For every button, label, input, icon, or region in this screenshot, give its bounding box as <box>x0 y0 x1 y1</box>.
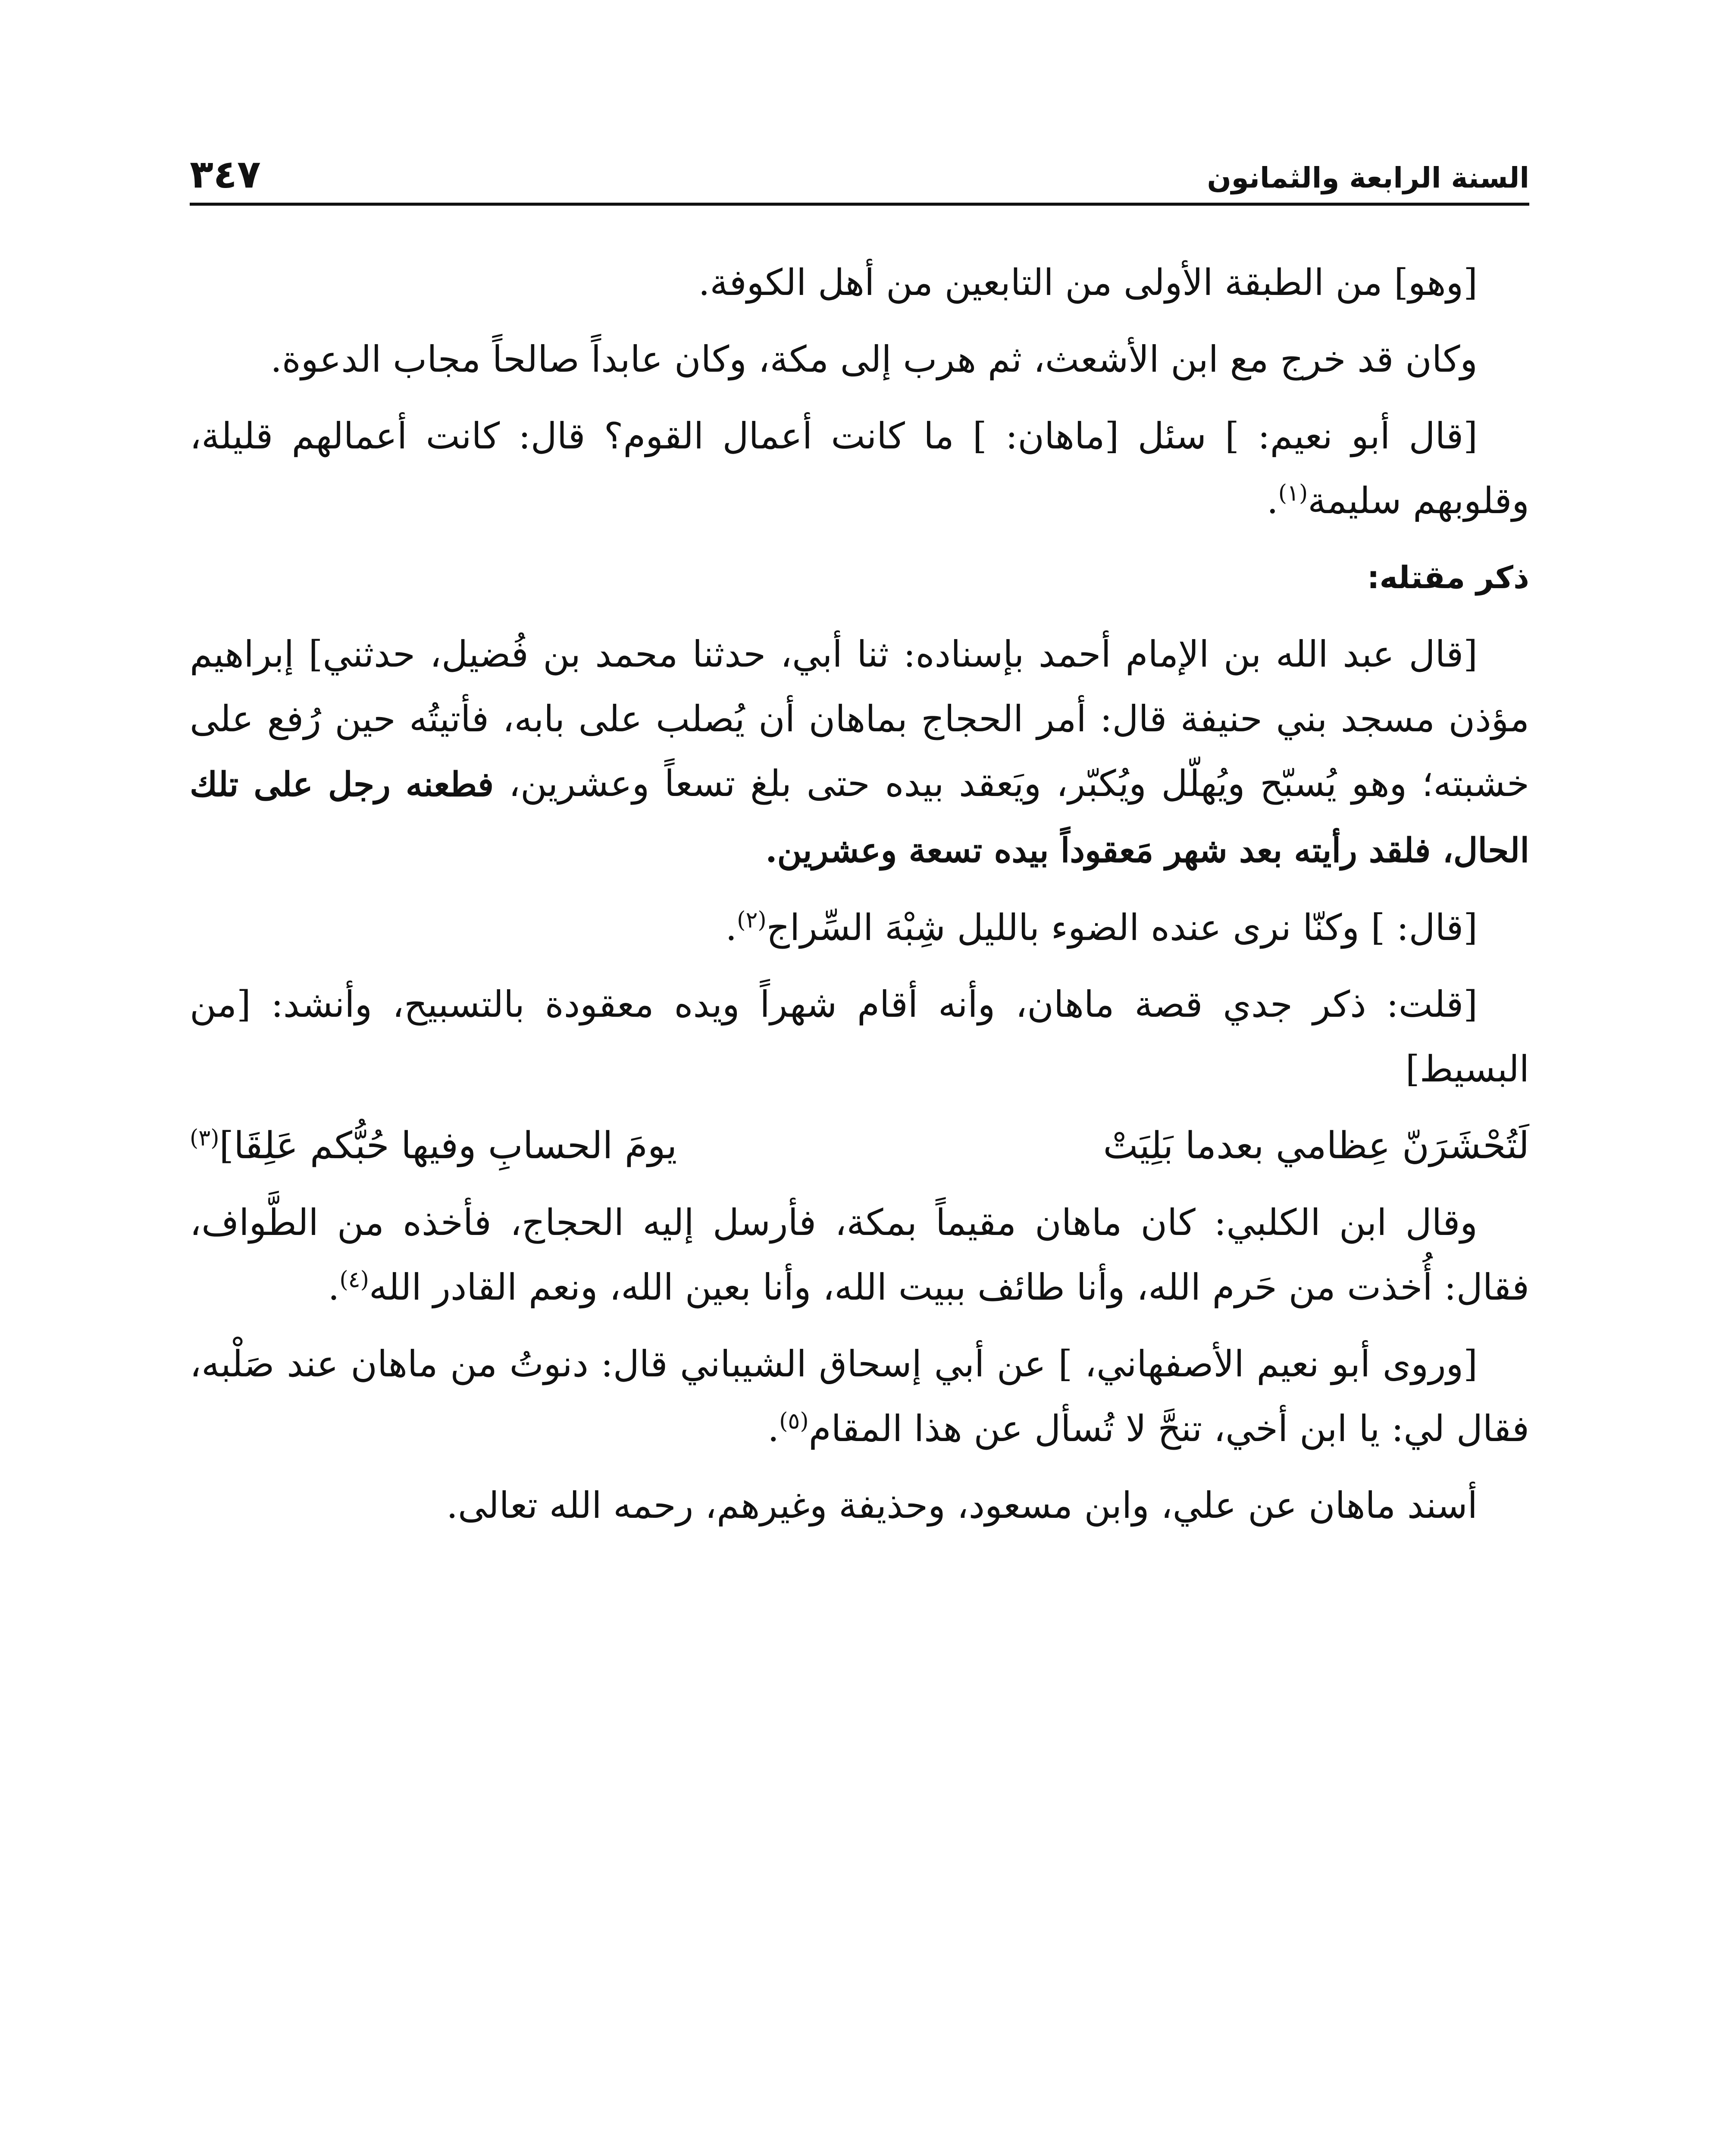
verse-first-hemistich: لَتُحْشَرَنّ عِظامي بعدما بَلِيَتْ <box>1103 1124 1529 1167</box>
paragraph-tabaqa: [وهو] من الطبقة الأولى من التابعين من أهل الكوفة. <box>698 261 1478 304</box>
paragraph-text: [وروى أبو نعيم الأصفهاني، ] عن أبي إسحاق الشيباني قال: دنوتُ من ماهان عند صَلْبه، فقال لي: يا ابن أخي، تنحَّ لا تُسأل عن هذا المقام <box>190 1343 1529 1450</box>
footnote-ref-1: (١) <box>1278 480 1308 506</box>
page-number: ٣٤٧ <box>190 152 261 197</box>
paragraph-text: وقال ابن الكلبي: كان ماهان مقيماً بمكة، فأرسل إليه الحجاج، فأخذه من الطَّواف، فقال: أُخذت من حَرم الله، وأنا طائف ببيت الله، وأنا بعين الله، ونعم القادر الله <box>190 1201 1529 1308</box>
paragraph-ibn-al-ashath: وكان قد خرج مع ابن الأشعث، ثم هرب إلى مكة، وكان عابداً صالحاً مجاب الدعوة. <box>270 338 1478 380</box>
verse-text: يومَ الحسابِ وفيها حُبُّكم عَلِقَا] <box>219 1124 677 1167</box>
poetry-verse <box>190 1113 1529 1178</box>
paragraph-abu-nuaim <box>190 404 1529 533</box>
paragraph-grandfather: [قلت: ذكر جدي قصة ماهان، وأنه أقام شهراً ويده معقودة بالتسبيح، وأنشد: [من البسيط] <box>190 983 1529 1090</box>
verse-second-hemistich <box>190 1113 677 1178</box>
footnote-ref-4: (٤) <box>339 1267 369 1293</box>
paragraph-end: . <box>1267 479 1278 522</box>
paragraph-shaybani <box>190 1332 1529 1461</box>
paragraph-text: [قال أبو نعيم: ] سئل [ماهان: ] ما كانت أعمال القوم؟ قال: كانت أعمالهم قليلة، وقلوبهم سليمة <box>190 415 1529 522</box>
paragraph-end: . <box>725 906 737 949</box>
main-text <box>190 250 1529 1550</box>
paragraph-text: [قال: ] وكنّا نرى عنده الضوء بالليل شِبْهَ السِّراج <box>766 906 1478 949</box>
paragraph-ibn-al-kalbi <box>190 1190 1529 1319</box>
paragraph-light <box>190 895 1529 960</box>
paragraph-crucifixion <box>190 622 1529 883</box>
paragraph-end: . <box>767 1407 780 1450</box>
footnote-ref-2: (٢) <box>737 907 767 933</box>
paragraph-bold-text: فطعنه رجل على تلك الحال، فلقد رأيته بعد شهر مَعقوداً بيده تسعة وعشرين. <box>190 765 1529 870</box>
paragraph-text: [قال عبد الله بن الإمام أحمد بإسناده: ثنا أبي، حدثنا محمد بن فُضيل، حدثني] إبراهيم مؤذن مسجد بني حنيفة قال: أمر الحجاج بماهان أن يُصلب على بابه، فأتيتُه حين رُفع على خشبته؛ وهو يُسبّح ويُهلّل ويُكبّر، ويَعقد بيده حتى بلغ تسعاً وعشرين، <box>190 633 1530 805</box>
section-heading: ذكر مقتله: <box>1367 559 1529 595</box>
footnote-ref-5: (٥) <box>779 1408 809 1434</box>
running-head: السنة الرابعة والثمانون <box>1207 161 1529 194</box>
header-divider <box>190 203 1529 206</box>
footnote-ref-3: (٣) <box>190 1125 219 1151</box>
paragraph-end: . <box>328 1266 340 1308</box>
paragraph-isnad: أسند ماهان عن علي، وابن مسعود، وحذيفة وغيرهم، رحمه الله تعالى. <box>446 1484 1478 1526</box>
page-header <box>190 129 1529 203</box>
